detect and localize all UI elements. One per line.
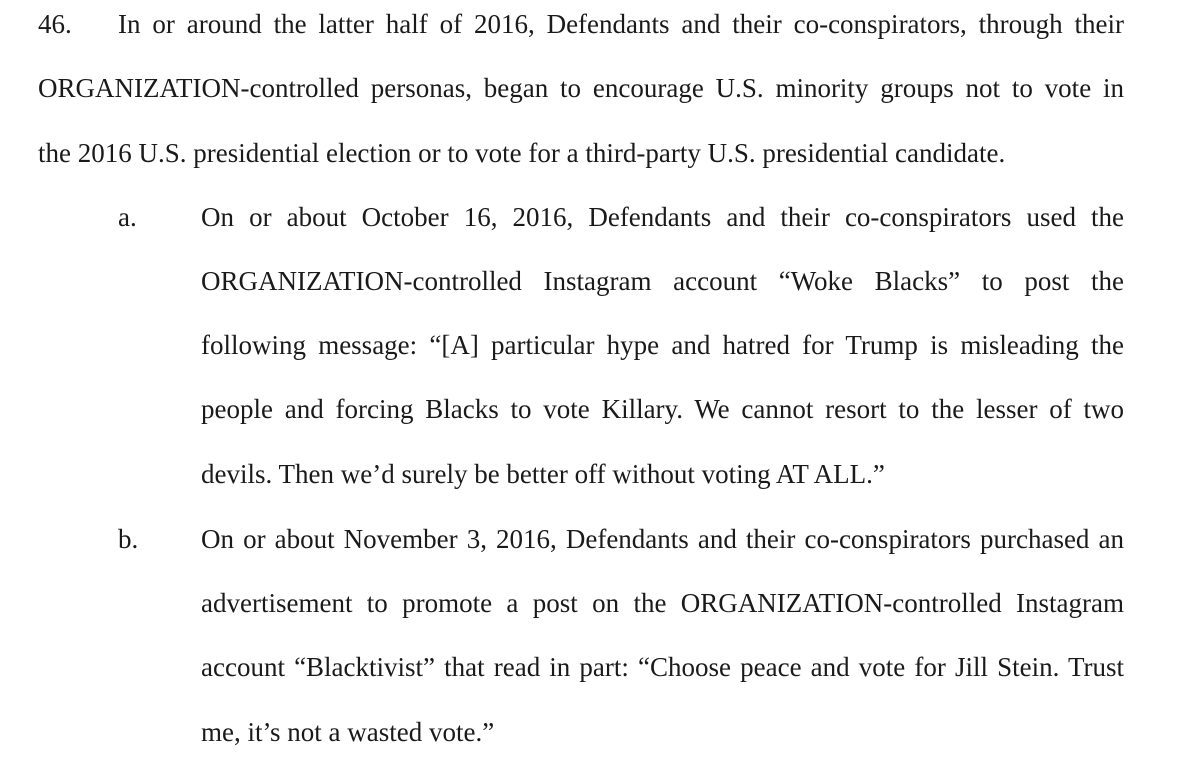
- subparagraph-a-line-2: ORGANIZATION-controlled Instagram account “Woke Blacks” to post the: [201, 266, 1124, 296]
- subparagraph-a-line-3: following message: “[A] particular hype and hatred for Trump is misleading the: [201, 330, 1124, 360]
- subparagraph-b-line-3: account “Blacktivist” that read in part: “Choose peace and vote for Jill Stein. Trust: [201, 652, 1124, 682]
- subparagraph-label-b: b.: [118, 524, 139, 554]
- paragraph-number: 46.: [38, 9, 72, 39]
- subparagraph-a-line-5: devils. Then we’d surely be better off without voting AT ALL.”: [201, 459, 885, 489]
- subparagraph-label-a: a.: [118, 202, 137, 232]
- paragraph-line-3: the 2016 U.S. presidential election or to vote for a third-party U.S. presidential candidate.: [38, 138, 1006, 168]
- subparagraph-b-line-2: advertisement to promote a post on the ORGANIZATION-controlled Instagram: [201, 588, 1124, 618]
- subparagraph-b-line-1: On or about November 3, 2016, Defendants and their co-conspirators purchased an: [201, 524, 1124, 554]
- subparagraph-a-line-1: On or about October 16, 2016, Defendants and their co-conspirators used the: [201, 202, 1124, 232]
- paragraph-line-2: ORGANIZATION-controlled personas, began to encourage U.S. minority groups not to vote in: [38, 73, 1124, 103]
- subparagraph-b-line-4: me, it’s not a wasted vote.”: [201, 717, 495, 747]
- subparagraph-a-line-4: people and forcing Blacks to vote Killary. We cannot resort to the lesser of two: [201, 394, 1124, 424]
- paragraph-line-1: In or around the latter half of 2016, Defendants and their co-conspirators, through their: [118, 9, 1124, 39]
